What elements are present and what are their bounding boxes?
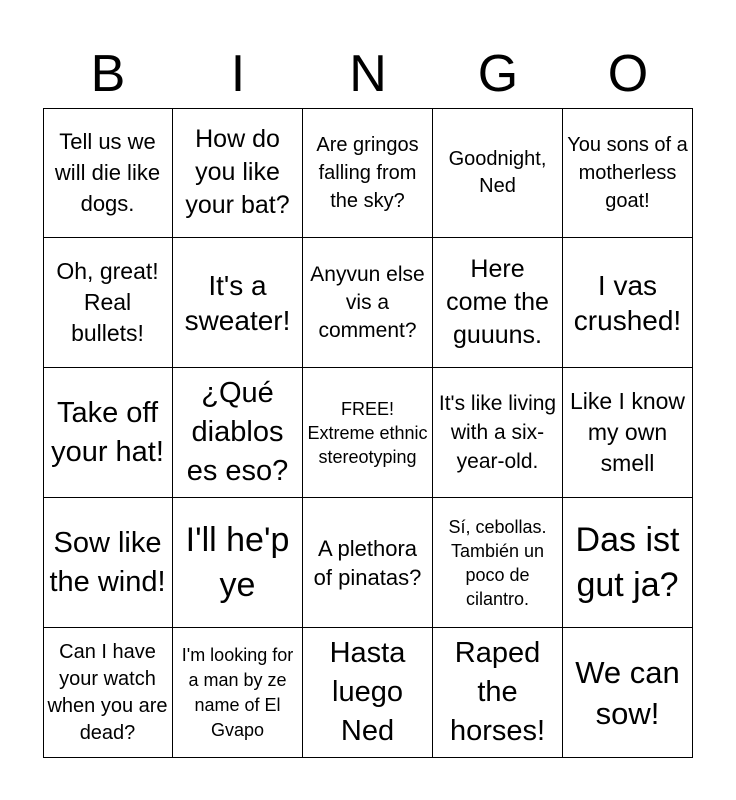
bingo-cell-r5c3[interactable] — [303, 628, 433, 758]
cell-text: Anyvun else vis a comment? — [310, 262, 425, 342]
bingo-cell-r4c3[interactable] — [303, 498, 433, 628]
bingo-cell-r4c5[interactable] — [563, 498, 693, 628]
bingo-cell-r3c2[interactable] — [173, 368, 303, 498]
bingo-cell-r5c1[interactable] — [43, 628, 173, 758]
bingo-cell-r1c5[interactable] — [563, 108, 693, 238]
cell-text: Are gringos falling from the sky? — [316, 133, 419, 212]
bingo-cell-r2c5[interactable] — [563, 238, 693, 368]
cell-text: Tell us we will die like dogs. — [54, 129, 161, 216]
bingo-cell-r1c4[interactable] — [433, 108, 563, 238]
bingo-cell-r3c4[interactable] — [433, 368, 563, 498]
bingo-cell-r4c2[interactable] — [173, 498, 303, 628]
bingo-cell-r2c2[interactable] — [173, 238, 303, 368]
cell-text: Take off your hat! — [51, 396, 164, 468]
cell-text: I vas crushed! — [573, 269, 682, 336]
bingo-cell-r3c5[interactable] — [563, 368, 693, 498]
bingo-cell-r1c2[interactable] — [173, 108, 303, 238]
cell-text: FREE! Extreme ethnic stereotyping — [307, 398, 428, 467]
cell-text: You sons of a motherless goat! — [567, 133, 688, 212]
bingo-header — [43, 40, 693, 108]
bingo-grid — [43, 108, 693, 758]
bingo-cell-r1c3[interactable] — [303, 108, 433, 238]
bingo-cell-r5c2[interactable] — [173, 628, 303, 758]
bingo-cell-r2c1[interactable] — [43, 238, 173, 368]
cell-text: It's a sweater! — [184, 269, 291, 336]
header-letter-i: I — [230, 45, 246, 103]
bingo-cell-r4c1[interactable] — [43, 498, 173, 628]
header-letter-g: G — [477, 45, 519, 103]
cell-text: I'll he'p ye — [185, 520, 290, 604]
bingo-cell-r3c1[interactable] — [43, 368, 173, 498]
cell-text: Sow like the wind! — [49, 526, 166, 598]
cell-text: A plethora of pinatas? — [313, 535, 422, 590]
bingo-cell-r1c1[interactable] — [43, 108, 173, 238]
cell-text: Hasta luego Ned — [329, 637, 406, 747]
cell-text: Raped the horses! — [449, 637, 546, 747]
header-letter-b: B — [90, 45, 126, 103]
cell-text: I'm looking for a man by ze name of El Gvapo — [181, 644, 294, 740]
cell-text: Das ist gut ja? — [575, 520, 680, 604]
header-letter-o: O — [607, 45, 649, 103]
cell-text: Like I know my own smell — [569, 388, 686, 476]
cell-text: Here come the guuuns. — [446, 255, 549, 349]
bingo-cell-r5c5[interactable] — [563, 628, 693, 758]
cell-text: We can sow! — [575, 654, 680, 731]
bingo-cell-r2c3[interactable] — [303, 238, 433, 368]
cell-text: Goodnight, Ned — [448, 147, 547, 197]
cell-text: It's like living with a six-year-old. — [438, 392, 557, 473]
cell-text: Can I have your watch when you are dead? — [47, 640, 168, 744]
bingo-cell-r3c3[interactable] — [303, 368, 433, 498]
bingo-cell-r5c4[interactable] — [433, 628, 563, 758]
bingo-cell-r2c4[interactable] — [433, 238, 563, 368]
header-letter-n: N — [349, 45, 387, 103]
cell-text: How do you like your bat? — [185, 125, 290, 219]
cell-text: Oh, great! Real bullets! — [56, 258, 159, 346]
cell-text: ¿Qué diablos es eso? — [186, 377, 289, 487]
bingo-cell-r4c4[interactable] — [433, 498, 563, 628]
cell-text: Sí, cebollas. También un poco de cilantro. — [448, 516, 547, 609]
